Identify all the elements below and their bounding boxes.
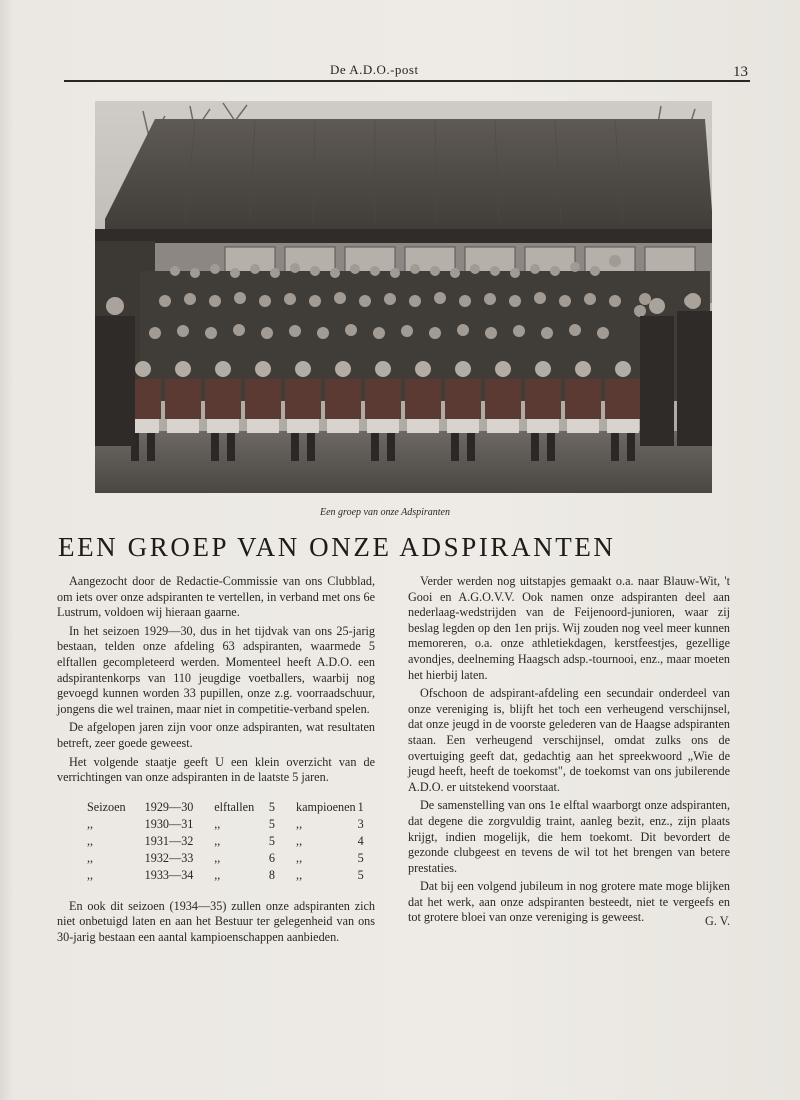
table-row: ,, 1930—31 ,, 5 ,, 3 [87, 817, 364, 832]
paragraph: Dat bij een volgend jubileum in nog grotere mate moge blijken dat het werk, aan onze adspiranten besteedt, niet te vergeefs en tot grotere bloei van onze vereniging is geweest. [408, 879, 730, 925]
page-number: 13 [733, 64, 748, 80]
table-row: ,, 1932—33 ,, 6 ,, 5 [87, 851, 364, 866]
team-photo-illustration [95, 101, 712, 493]
pavilion-roof [105, 119, 712, 241]
paragraph: Verder werden nog uitstapjes gemaakt o.a. naar Blauw-Wit, 't Gooi en A.G.O.V.V. Ook namen onze adspiranten deel aan nederlaag-wedstrijden van de Feijenoord-junioren, waar zij beslag legden op den 1en prijs. Wij zouden nog veel meer kunnen memoreren, o.a. onze athletiekdagen, kerstfeestjes, gezellige avondjes, deelneming Haagsch adsp.-tournooi, enz., maar moeten het hierbij laten. [408, 574, 730, 682]
paragraph: En ook dit seizoen (1934—35) zullen onze adspiranten zich niet onbetuigd laten en aan het Bestuur ter gelegenheid van ons 30-jarig bestaan een aantal kampioenschappen aanbieden. [57, 898, 375, 944]
photo-caption: Een groep van onze Adspiranten [320, 507, 450, 518]
author-signature: G. V. [705, 914, 730, 929]
table-row: Seizoen 1929—30 elftallen 5 kampioenen 1 [87, 800, 364, 815]
paragraph: In het seizoen 1929—30, dus in het tijdvak van ons 25-jarig bestaan, telden onze afdeling 63 adspiranten, waarmede 5 elftallen gecompleteerd werden. Momenteel heeft A.D.O. een adspirantenkorps van 110 jeugdige voetballers, waarbij nog gevoegd kunnen worden 33 pupillen, onze z.g. voorraadschuur, jongens die wel trainen, maar niet in competitie-verband spelen. [57, 623, 375, 716]
paragraph: De afgelopen jaren zijn voor onze adspiranten, wat resultaten betreft, zeer goede geweest. [57, 720, 375, 750]
table-row: ,, 1933—34 ,, 8 ,, 5 [87, 868, 364, 883]
cobblestone-ground [95, 431, 712, 493]
paragraph: Ofschoon de adspirant-afdeling een secundair onderdeel van onze vereniging is, blijft het toch een verheugend verschijnsel, dat onze jeugd in de voorste gelederen van de Haagse adspiranten staan. Een verheugend verschijnsel, omdat zulks ons de overtuiging geeft dat, gedachtig aan het spreekwoord „Wie de jeugd heeft, heeft de toekomst", de toekomst van ons jubilerende A.D.O. er uitstekend voorstaat. [408, 686, 730, 794]
paragraph: Aangezocht door de Redactie-Commissie van ons Clubblad, om iets over onze adspiranten te vertellen, in verband met ons 6e Lustrum, voldoen wij hieraan gaarne. [57, 574, 375, 620]
article-headline: EEN GROEP VAN ONZE ADSPIRANTEN [58, 532, 616, 562]
table-row: ,, 1931—32 ,, 5 ,, 4 [87, 834, 364, 849]
results-table [57, 800, 375, 885]
header-rule [64, 80, 750, 82]
team-photo [95, 101, 712, 493]
paragraph: De samenstelling van ons 1e elftal waarborgt onze adspiranten, dat degene die zorgvuldig traint, aanleg bezit, enz., zijn plaats krijgt, indien mogelijk, die hem toekomt. Dit bevordert de gezonde clubgeest en tevens de wil tot het brengen van betere prestaties. [408, 798, 730, 875]
roof-edge [95, 229, 712, 243]
article-left-column [57, 574, 375, 949]
paragraph: Het volgende staatje geeft U een klein overzicht van de verrichtingen van onze adspiranten in de laatste 5 jaren. [57, 754, 375, 785]
running-header-title: De A.D.O.-post [330, 62, 419, 77]
article-right-column [408, 574, 730, 930]
